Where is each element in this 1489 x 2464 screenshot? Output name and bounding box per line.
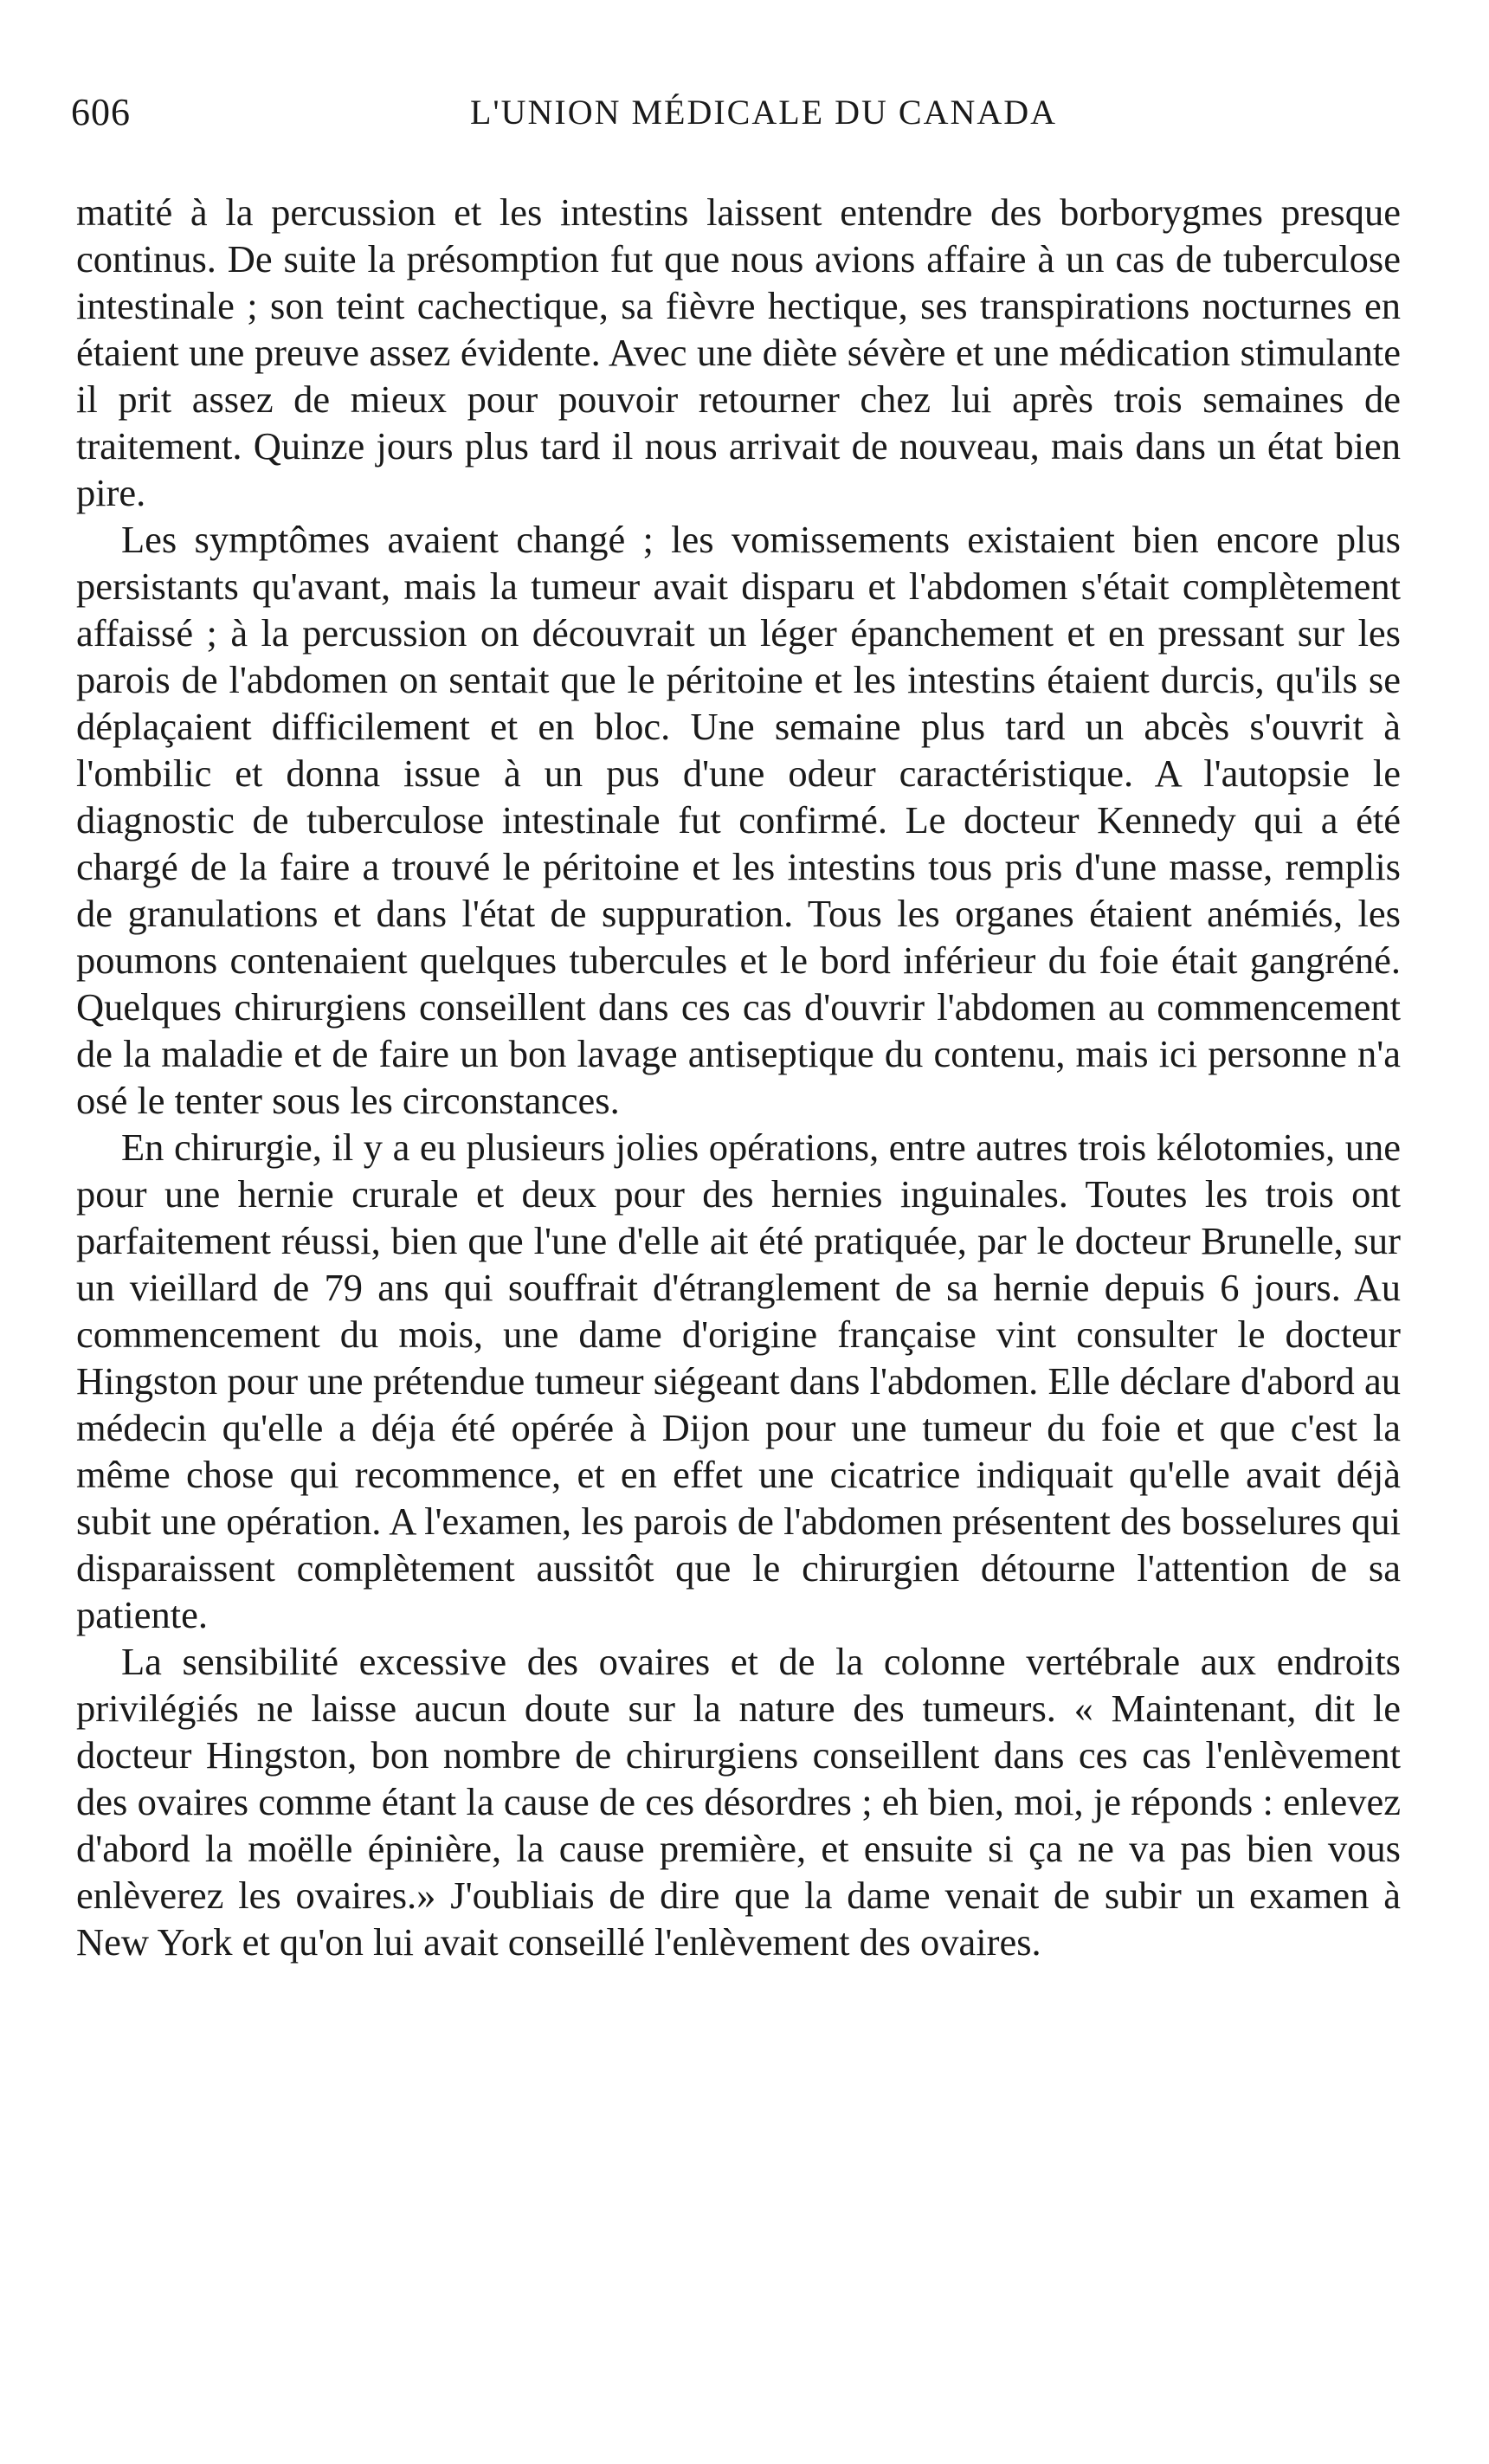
article-body (76, 189, 1401, 1965)
running-title: L'UNION MÉDICALE DU CANADA (469, 93, 1058, 132)
paragraph-2: Les symptômes avaient changé ; les vomissements existaient bien encore plus persistants qu'avant, mais la tumeur avait disparu et l'abdomen s'était complètement affaissé ; à la percussion on découvrait un léger épanchement et en pressant sur les parois de l'abdomen on sentait que le péritoine et les intestins étaient durcis, qu'ils se déplaçaient difficilement et en bloc. Une semaine plus tard un abcès s'ouvrit à l'ombilic et donna issue à un pus d'une odeur caractéristique. A l'autopsie le diagnostic de tuberculose intestinale fut confirmé. Le docteur Kennedy qui a été chargé de la faire a trouvé le péritoine et les intestins tous pris d'une masse, remplis de granulations et dans l'état de suppuration. Tous les organes étaient anémiés, les poumons contenaient quelques tubercules et le bord inférieur du foie était gangréné. Quelques chirurgiens conseillent dans ces cas d'ouvrir l'abdomen au commencement de la maladie et de faire un bon lavage antiseptique du contenu, mais ici personne n'a osé le tenter sous les circonstances. (76, 518, 1401, 1122)
page-number: 606 (71, 91, 131, 133)
page-header (71, 87, 1404, 139)
paragraph-3: En chirurgie, il y a eu plusieurs jolies opérations, entre autres trois kélotomies, une pour une hernie crurale et deux pour des hernies inguinales. Toutes les trois ont parfaitement réussi, bien que l'une d'elle ait été pratiquée, par le docteur Brunelle, sur un vieillard de 79 ans qui souffrait d'étranglement de sa hernie depuis 6 jours. Au commencement du mois, une dame d'origine française vint consulter le docteur Hingston pour une prétendue tumeur siégeant dans l'abdomen. Elle déclare d'abord au médecin qu'elle a déja été opérée à Dijon pour une tumeur du foie et que c'est la même chose qui recommence, et en effet une cicatrice indiquait qu'elle avait déjà subit une opération. A l'examen, les parois de l'abdomen présentent des bosselures qui disparaissent complètement aussitôt que le chirurgien détourne l'attention de sa patiente. (76, 1126, 1401, 1636)
paragraph-1: matité à la percussion et les intestins laissent entendre des borborygmes presque continus. De suite la présomption fut que nous avions affaire à un cas de tuberculose intestinale ; son teint cachectique, sa fièvre hectique, ses transpirations nocturnes en étaient une preuve assez évidente. Avec une diète sévère et une médication stimulante il prit assez de mieux pour pouvoir retourner chez lui après trois semaines de traitement. Quinze jours plus tard il nous arrivait de nouveau, mais dans un état bien pire. (76, 190, 1401, 514)
paragraph-4: La sensibilité excessive des ovaires et de la colonne vertébrale aux endroits privilégiés ne laisse aucun doute sur la nature des tumeurs. « Maintenant, dit le docteur Hingston, bon nombre de chirurgiens conseillent dans ces cas l'enlèvement des ovaires comme étant la cause de ces désordres ; eh bien, moi, je réponds : enlevez d'abord la moëlle épinière, la cause première, et ensuite si ça ne va pas bien vous enlèverez les ovaires.» J'oubliais de dire que la dame venait de subir un examen à New York et qu'on lui avait conseillé l'enlèvement des ovaires. (76, 1640, 1401, 1964)
